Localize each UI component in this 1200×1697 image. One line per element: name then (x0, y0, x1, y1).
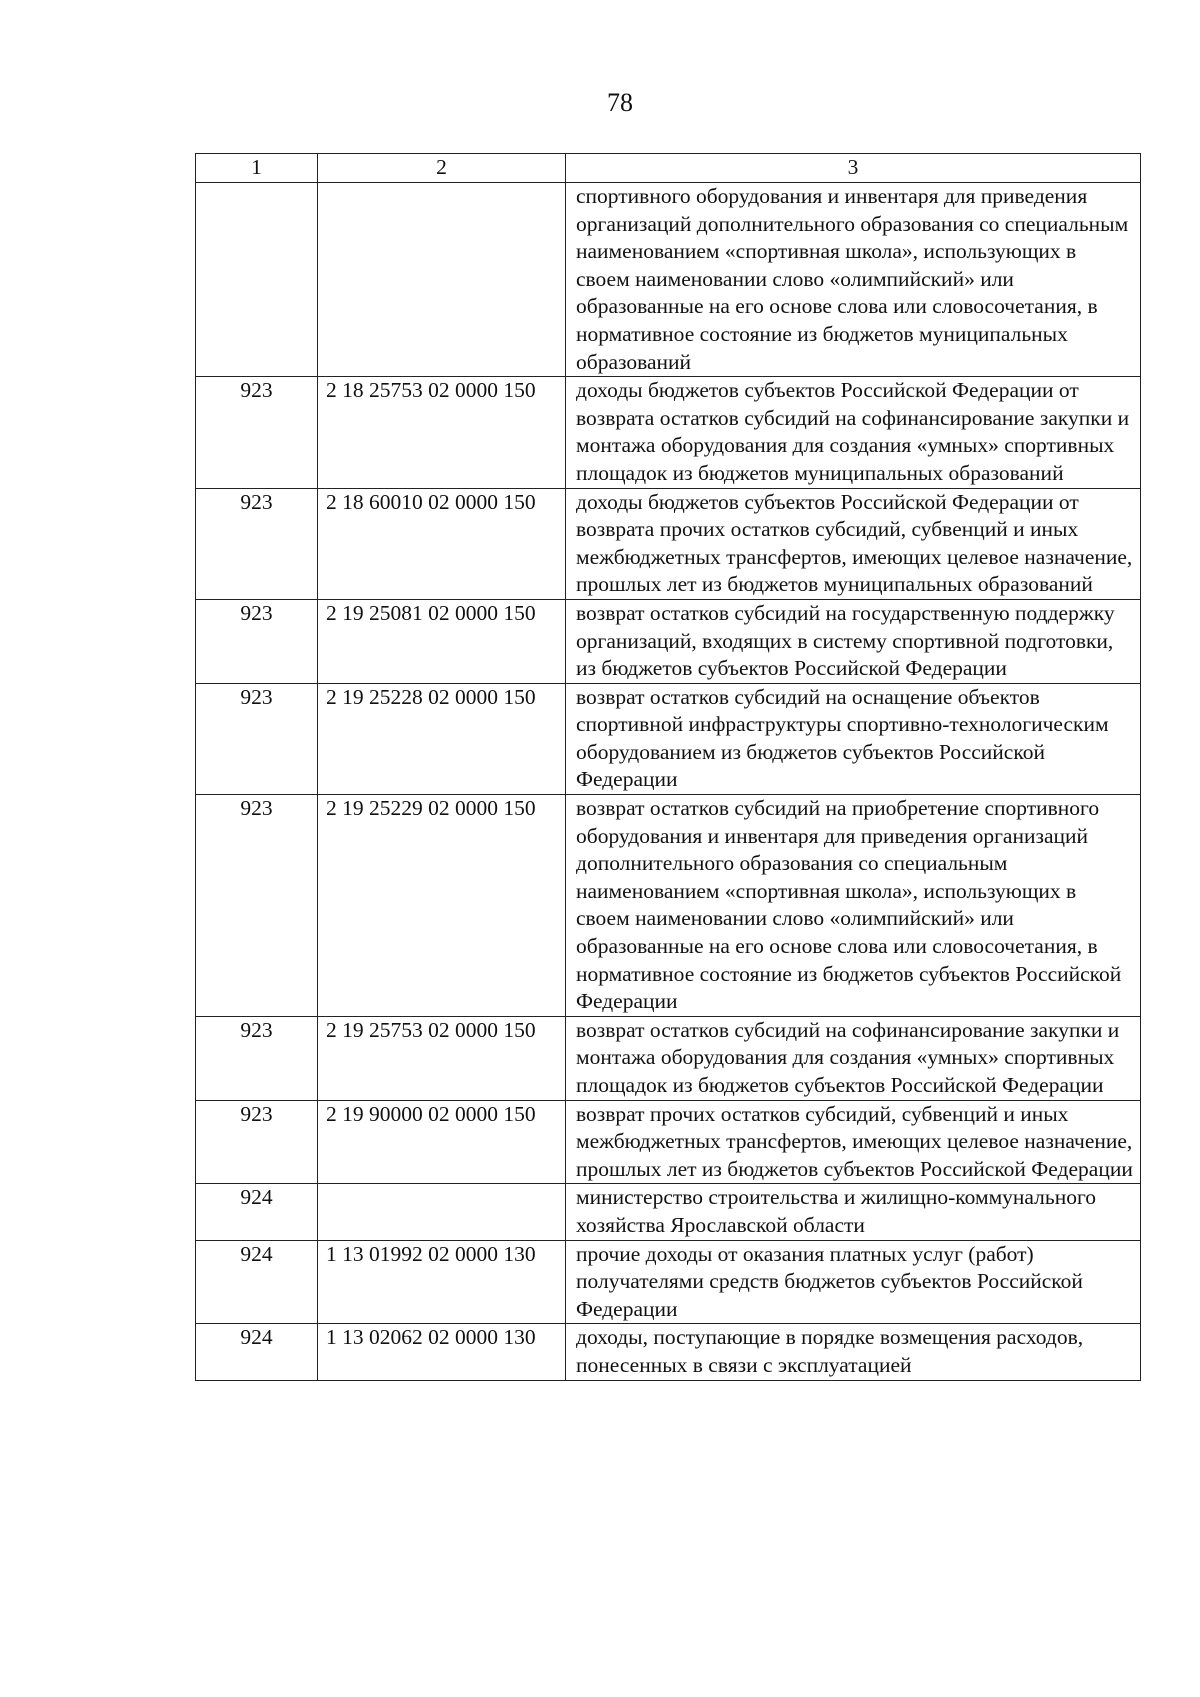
administrator-code-cell: 923 (196, 1016, 318, 1100)
table-row (196, 183, 1141, 377)
administrator-code-cell: 924 (196, 1184, 318, 1240)
revenue-code-cell (318, 183, 566, 377)
column-header-2: 2 (318, 154, 566, 183)
administrator-code-cell: 923 (196, 795, 318, 1017)
revenue-name-cell: возврат прочих остатков субсидий, субвенций и иных межбюджетных трансфертов, имеющих целевое назначение, прошлых лет из бюджетов субъектов Российской Федерации (566, 1100, 1141, 1184)
table-row (196, 377, 1141, 488)
revenue-name-cell: доходы бюджетов субъектов Российской Федерации от возврата прочих остатков субсидий, субвенций и иных межбюджетных трансфертов, имеющих целевое назначение, прошлых лет из бюджетов муниципальных образований (566, 488, 1141, 599)
revenue-code-cell: 2 19 25753 02 0000 150 (318, 1016, 566, 1100)
revenue-code-cell (318, 1184, 566, 1240)
administrator-code-cell: 923 (196, 377, 318, 488)
table-header-row (196, 154, 1141, 183)
administrator-code-cell: 923 (196, 488, 318, 599)
revenue-code-cell: 2 19 25228 02 0000 150 (318, 683, 566, 794)
revenue-code-cell: 2 19 25081 02 0000 150 (318, 599, 566, 683)
administrator-code-cell: 923 (196, 1100, 318, 1184)
administrator-code-cell: 924 (196, 1240, 318, 1324)
revenue-name-cell: министерство строительства и жилищно-коммунального хозяйства Ярославской области (566, 1184, 1141, 1240)
table-row (196, 488, 1141, 599)
column-header-3: 3 (566, 154, 1141, 183)
revenue-name-cell: прочие доходы от оказания платных услуг (работ) получателями средств бюджетов субъектов Российской Федерации (566, 1240, 1141, 1324)
table-row (196, 683, 1141, 794)
revenue-name-cell: доходы, поступающие в порядке возмещения расходов, понесенных в связи с эксплуатацией (566, 1324, 1141, 1380)
administrator-code-cell: 923 (196, 683, 318, 794)
administrator-code-cell: 923 (196, 599, 318, 683)
revenue-name-cell: возврат остатков субсидий на государственную поддержку организаций, входящих в систему спортивной подготовки, из бюджетов субъектов Российской Федерации (566, 599, 1141, 683)
table-row (196, 1184, 1141, 1240)
revenue-code-cell: 1 13 02062 02 0000 130 (318, 1324, 566, 1380)
table-row (196, 1016, 1141, 1100)
table-row (196, 1100, 1141, 1184)
revenue-name-cell: возврат остатков субсидий на оснащение объектов спортивной инфраструктуры спортивно-технологическим оборудованием из бюджетов субъектов Российской Федерации (566, 683, 1141, 794)
column-header-1: 1 (196, 154, 318, 183)
revenue-name-cell: возврат остатков субсидий на приобретение спортивного оборудования и инвентаря для приведения организаций дополнительного образования со специальным наименованием «спортивная школа», использующих в своем наименовании слово «олимпийский» или образованные на его основе слова или словосочетания, в нормативное состояние из бюджетов субъектов Российской Федерации (566, 795, 1141, 1017)
administrator-code-cell (196, 183, 318, 377)
table-row (196, 599, 1141, 683)
revenue-code-cell: 2 19 90000 02 0000 150 (318, 1100, 566, 1184)
table-row (196, 795, 1141, 1017)
table-row (196, 1324, 1141, 1380)
revenue-name-cell: возврат остатков субсидий на софинансирование закупки и монтажа оборудования для создания «умных» спортивных площадок из бюджетов субъектов Российской Федерации (566, 1016, 1141, 1100)
revenue-code-cell: 2 18 60010 02 0000 150 (318, 488, 566, 599)
revenue-name-cell: доходы бюджетов субъектов Российской Федерации от возврата остатков субсидий на софинансирование закупки и монтажа оборудования для создания «умных» спортивных площадок из бюджетов муниципальных образований (566, 377, 1141, 488)
revenue-codes-table (195, 153, 1141, 1381)
revenue-code-cell: 2 18 25753 02 0000 150 (318, 377, 566, 488)
page-number: 78 (607, 88, 633, 117)
revenue-name-cell: спортивного оборудования и инвентаря для приведения организаций дополнительного образования со специальным наименованием «спортивная школа», использующих в своем наименовании слово «олимпийский» или образованные на его основе слова или словосочетания, в нормативное состояние из бюджетов муниципальных образований (566, 183, 1141, 377)
revenue-code-cell: 2 19 25229 02 0000 150 (318, 795, 566, 1017)
revenue-code-cell: 1 13 01992 02 0000 130 (318, 1240, 566, 1324)
table-row (196, 1240, 1141, 1324)
administrator-code-cell: 924 (196, 1324, 318, 1380)
